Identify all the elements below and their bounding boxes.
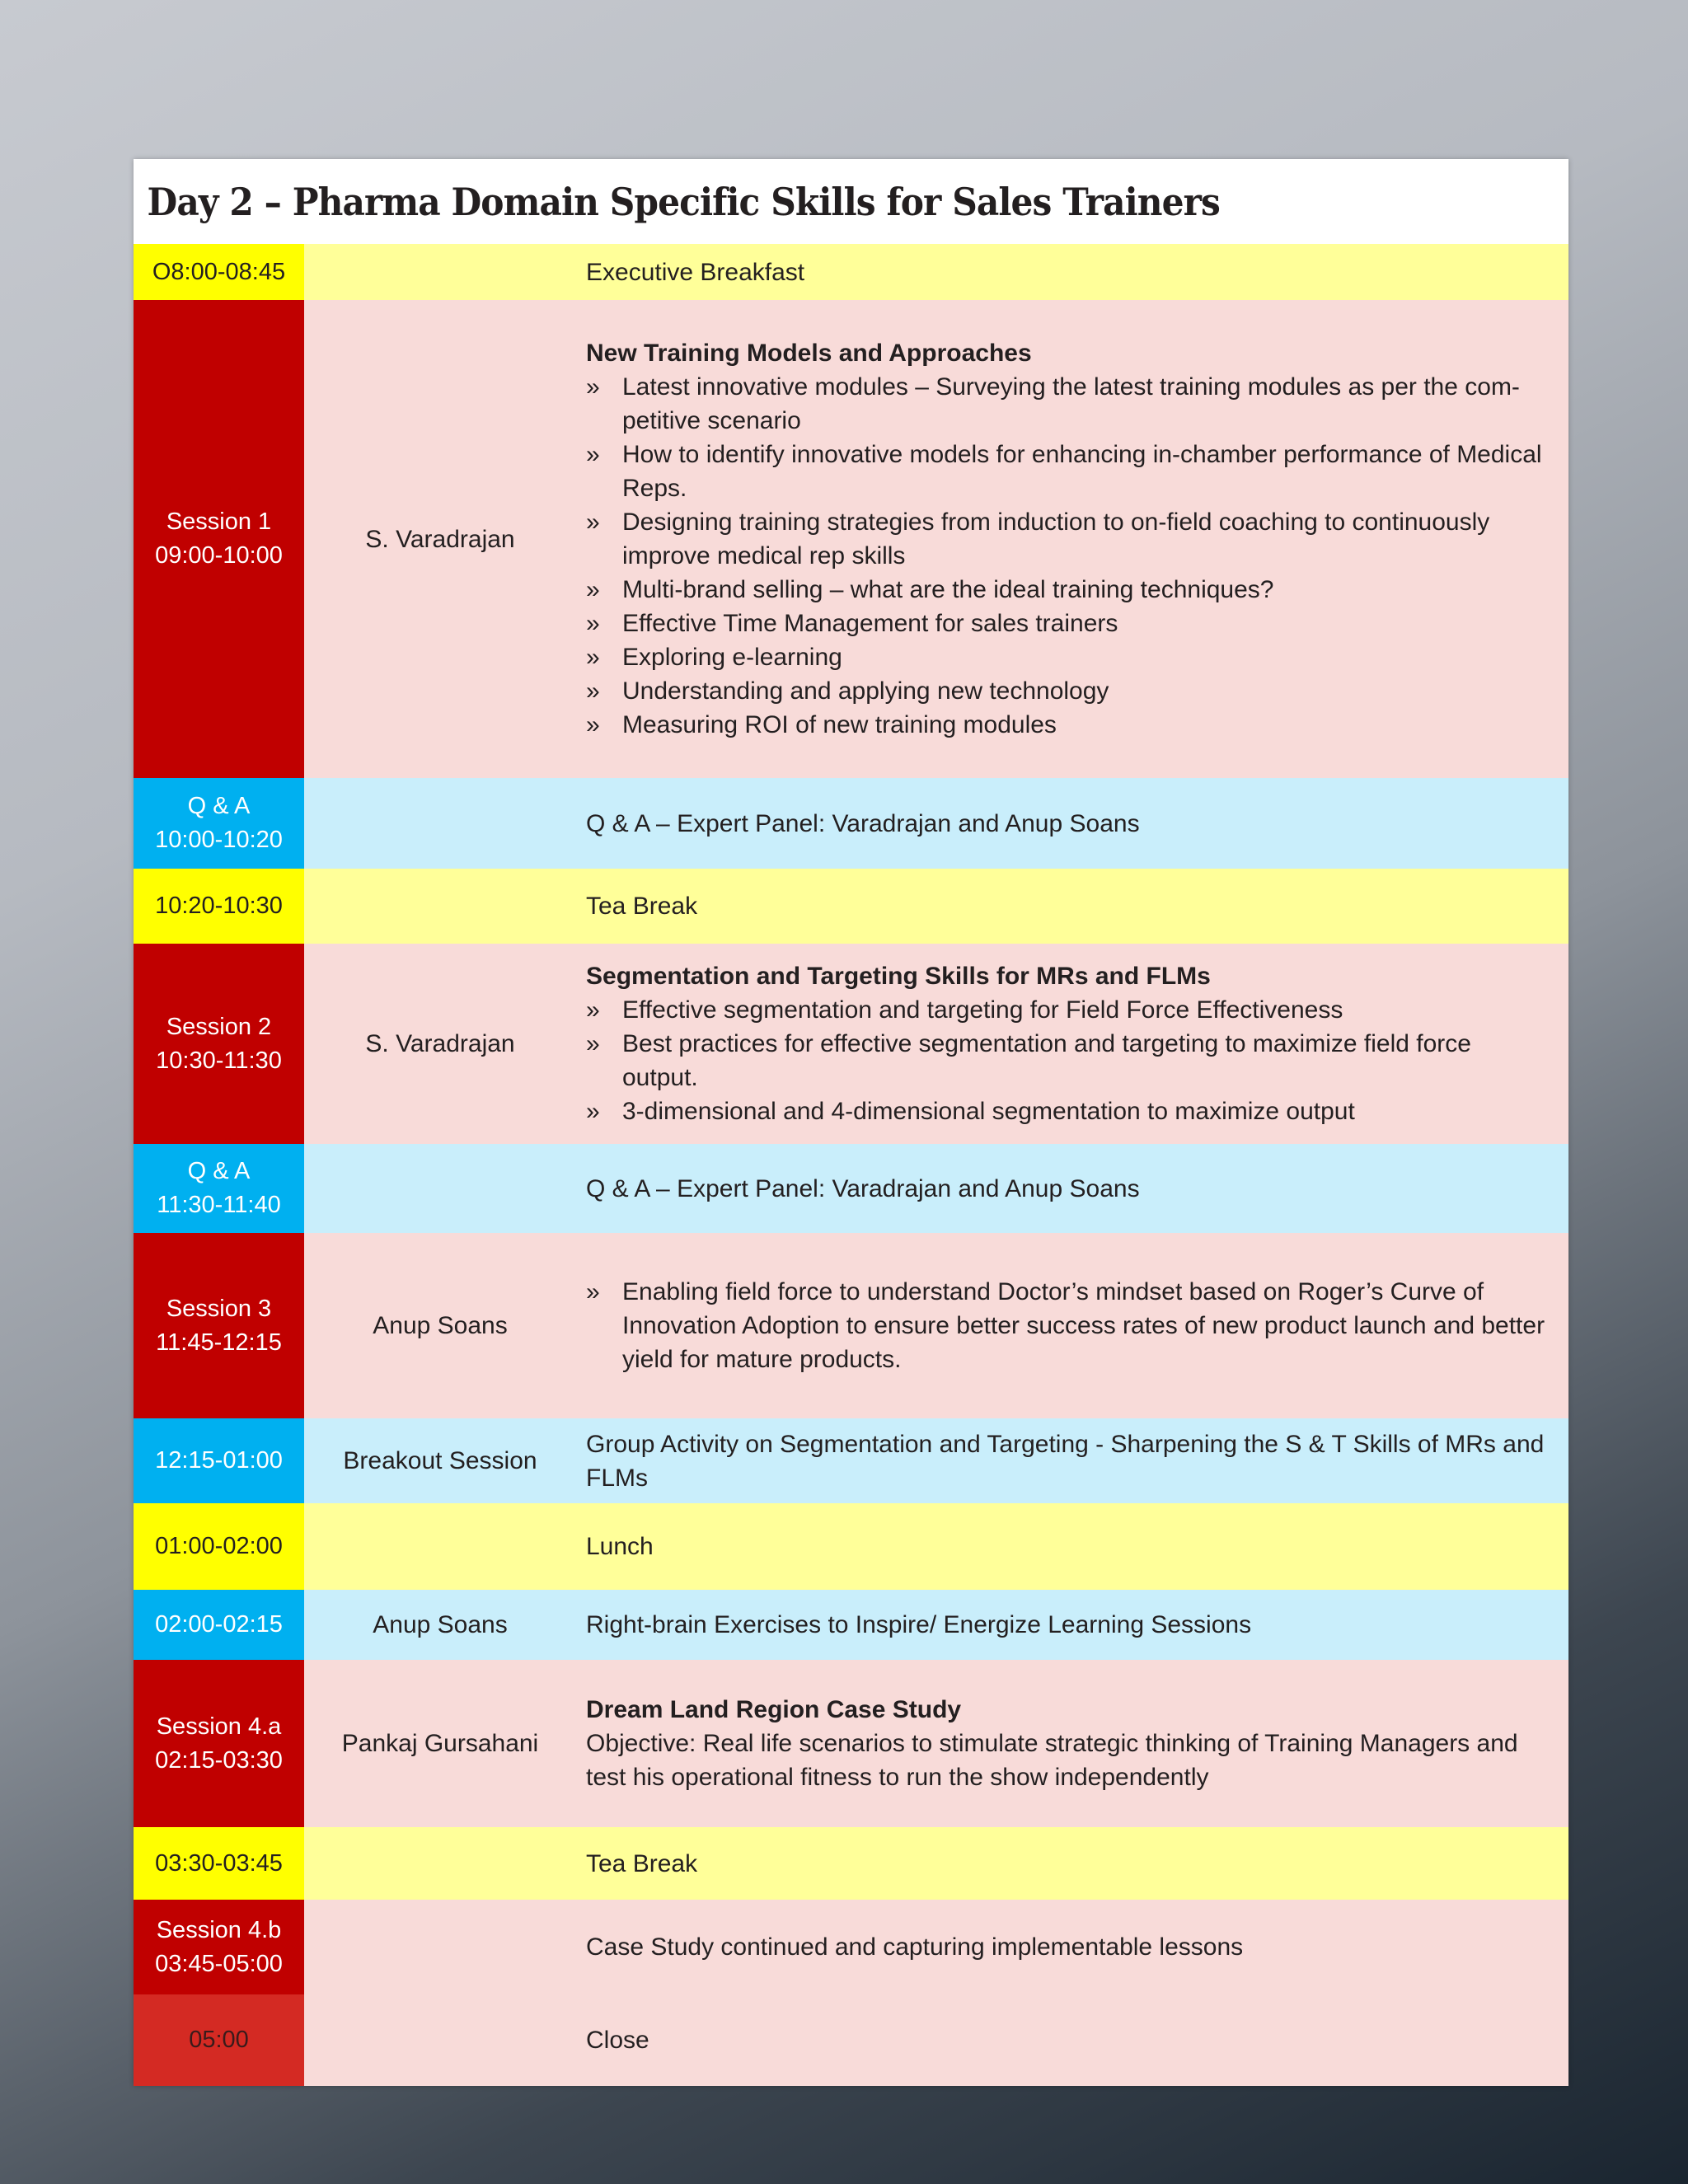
- time-cell: [134, 944, 304, 1144]
- bullet-marker: »: [586, 373, 600, 401]
- time-cell: [134, 778, 304, 869]
- time-line-1: 01:00-02:00: [155, 1533, 283, 1559]
- speaker-cell: [304, 244, 576, 300]
- time-cell: [134, 1900, 304, 1994]
- topic-cell: [576, 869, 1568, 944]
- topic-cell: [576, 300, 1568, 778]
- time-cell: [134, 1144, 304, 1233]
- agenda-row: [134, 1994, 1568, 2086]
- bullet-text: Enabling field force to understand Doctor’s mindset based on Roger’s Curve of Innovation Adoption to ensure better success rates of new product launch and better yield for mature products.: [622, 1278, 1545, 1373]
- time-cell: [134, 1827, 304, 1900]
- time-line-1: Session 4.b: [156, 1916, 282, 1943]
- bullet-item: [586, 1094, 1550, 1128]
- topic-cell: [576, 1590, 1568, 1660]
- bullet-marker: »: [586, 1098, 600, 1125]
- speaker-name: Anup Soans: [373, 1312, 508, 1339]
- topic-heading: New Training Models and Approaches: [586, 340, 1032, 367]
- topic-cell: [576, 1233, 1568, 1418]
- time-line-2: 09:00-10:00: [155, 542, 283, 569]
- agenda-table: [134, 244, 1568, 2086]
- time-line-1: Session 1: [166, 509, 272, 535]
- time-line-1: Session 4.a: [156, 1713, 282, 1740]
- bullet-marker: »: [586, 711, 600, 738]
- agenda-row: [134, 1590, 1568, 1660]
- time-line-2: 10:00-10:20: [155, 827, 283, 853]
- bullet-text: 3-dimensional and 4-dimensional segmentation to maximize output: [622, 1098, 1355, 1125]
- agenda-row: [134, 1900, 1568, 1994]
- time-line-1: O8:00-08:45: [152, 258, 286, 285]
- agenda-sheet: [134, 159, 1568, 2086]
- bullet-item: [586, 708, 1550, 742]
- topic-cell: [576, 244, 1568, 300]
- agenda-row: [134, 1503, 1568, 1590]
- topic-heading: Dream Land Region Case Study: [586, 1696, 962, 1723]
- agenda-row: [134, 244, 1568, 300]
- bullet-text: How to identify innovative models for enhancing in-chamber performance of Medical Reps.: [622, 441, 1542, 502]
- agenda-row: [134, 1827, 1568, 1900]
- bullet-item: [586, 640, 1550, 674]
- time-line-1: 10:20-10:30: [155, 893, 283, 919]
- bullet-marker: »: [586, 677, 600, 705]
- topic-text: Close: [586, 2027, 649, 2054]
- time-line-1: Q & A: [187, 1158, 251, 1184]
- topic-cell: [576, 1900, 1568, 1994]
- topic-cell: [576, 1503, 1568, 1590]
- bullet-text: Multi-brand selling – what are the ideal training techniques?: [622, 576, 1274, 603]
- bullet-item: [586, 1275, 1550, 1376]
- bullet-item: [586, 573, 1550, 607]
- agenda-row: [134, 1233, 1568, 1418]
- bullet-list: [586, 1275, 1550, 1376]
- time-line-1: Session 3: [166, 1295, 272, 1322]
- time-line-2: 03:45-05:00: [155, 1950, 283, 1977]
- time-cell: [134, 869, 304, 944]
- time-cell: [134, 1994, 304, 2086]
- speaker-cell: [304, 1144, 576, 1233]
- bullet-marker: »: [586, 644, 600, 671]
- speaker-cell: [304, 1994, 576, 2086]
- agenda-row: [134, 1144, 1568, 1233]
- time-cell: [134, 1418, 304, 1503]
- bullet-text: Understanding and applying new technology: [622, 677, 1109, 705]
- topic-text: Q & A – Expert Panel: Varadrajan and Anup Soans: [586, 809, 1140, 837]
- bullet-item: [586, 370, 1550, 438]
- time-line-1: Session 2: [166, 1013, 272, 1040]
- page-title: Day 2 – Pharma Domain Specific Skills for Sales Trainers: [147, 179, 1220, 224]
- speaker-cell: [304, 1590, 576, 1660]
- bullet-text: Best practices for effective segmentation and targeting to maximize field force output.: [622, 1030, 1471, 1091]
- speaker-cell: [304, 778, 576, 869]
- bullet-item: [586, 993, 1550, 1027]
- topic-cell: [576, 1994, 1568, 2086]
- speaker-cell: [304, 1660, 576, 1827]
- time-line-2: 11:30-11:40: [157, 1192, 281, 1218]
- bullet-item: [586, 607, 1550, 640]
- speaker-cell: [304, 1418, 576, 1503]
- time-line-1: 12:15-01:00: [155, 1447, 283, 1474]
- speaker-name: S. Varadrajan: [365, 525, 515, 553]
- bullet-text: Effective Time Management for sales trainers: [622, 610, 1118, 637]
- bullet-marker: »: [586, 441, 600, 468]
- topic-text: Objective: Real life scenarios to stimulate strategic thinking of Training Managers and test his operational fitness to run the show independently: [586, 1730, 1518, 1791]
- bullet-text: Designing training strategies from induction to on-field coaching to continuously improve medical rep skills: [622, 509, 1490, 569]
- bullet-text: Latest innovative modules – Surveying the latest training modules as per the com-petitive scenario: [622, 373, 1520, 434]
- topic-heading: Segmentation and Targeting Skills for MRs and FLMs: [586, 963, 1211, 990]
- topic-cell: [576, 1144, 1568, 1233]
- topic-cell: [576, 778, 1568, 869]
- bullet-marker: »: [586, 576, 600, 603]
- bullet-list: [586, 993, 1550, 1128]
- time-cell: [134, 300, 304, 778]
- time-line-1: 03:30-03:45: [155, 1849, 283, 1877]
- bullet-marker: »: [586, 996, 600, 1024]
- speaker-cell: [304, 1233, 576, 1418]
- bullet-marker: »: [586, 1030, 600, 1057]
- speaker-name: Pankaj Gursahani: [341, 1730, 539, 1757]
- bullet-item: [586, 438, 1550, 505]
- bullet-item: [586, 1027, 1550, 1094]
- bullet-text: Measuring ROI of new training modules: [622, 711, 1057, 738]
- bullet-marker: »: [586, 1278, 600, 1305]
- agenda-row: [134, 1660, 1568, 1827]
- speaker-cell: [304, 1827, 576, 1900]
- bullet-text: Effective segmentation and targeting for Field Force Effectiveness: [622, 996, 1343, 1024]
- time-line-2: 02:15-03:30: [155, 1746, 283, 1774]
- topic-text: Tea Break: [586, 1849, 698, 1877]
- topic-text: Executive Breakfast: [586, 258, 805, 286]
- agenda-row: [134, 778, 1568, 869]
- speaker-cell: [304, 300, 576, 778]
- speaker-name: S. Varadrajan: [365, 1030, 515, 1057]
- speaker-cell: [304, 869, 576, 944]
- topic-text: Lunch: [586, 1533, 654, 1560]
- speaker-name: Anup Soans: [373, 1611, 508, 1638]
- time-line-2: 10:30-11:30: [156, 1047, 282, 1074]
- bullet-item: [586, 674, 1550, 708]
- time-cell: [134, 1503, 304, 1590]
- speaker-name: Breakout Session: [343, 1447, 537, 1474]
- bullet-text: Exploring e-learning: [622, 644, 842, 671]
- time-line-1: 02:00-02:15: [155, 1611, 283, 1638]
- topic-cell: [576, 1660, 1568, 1827]
- time-cell: [134, 1590, 304, 1660]
- topic-text: Q & A – Expert Panel: Varadrajan and Anup Soans: [586, 1174, 1140, 1202]
- time-cell: [134, 244, 304, 300]
- speaker-cell: [304, 944, 576, 1144]
- time-cell: [134, 1660, 304, 1827]
- bullet-item: [586, 505, 1550, 573]
- agenda-row: [134, 869, 1568, 944]
- topic-text: Case Study continued and capturing implementable lessons: [586, 1933, 1244, 1961]
- topic-text: Right-brain Exercises to Inspire/ Energize Learning Sessions: [586, 1611, 1252, 1638]
- topic-cell: [576, 944, 1568, 1144]
- speaker-cell: [304, 1503, 576, 1590]
- bullet-marker: »: [586, 509, 600, 536]
- topic-cell: [576, 1827, 1568, 1900]
- speaker-cell: [304, 1900, 576, 1994]
- agenda-row: [134, 1418, 1568, 1503]
- time-line-1: 05:00: [189, 2027, 249, 2053]
- topic-cell: [576, 1418, 1568, 1503]
- topic-text: Tea Break: [586, 893, 698, 920]
- agenda-row: [134, 944, 1568, 1144]
- bullet-list: [586, 370, 1550, 742]
- topic-text: Group Activity on Segmentation and Targeting - Sharpening the S & T Skills of MRs and FLMs: [586, 1430, 1545, 1492]
- bullet-marker: »: [586, 610, 600, 637]
- agenda-row: [134, 300, 1568, 778]
- time-line-2: 11:45-12:15: [156, 1329, 282, 1356]
- time-cell: [134, 1233, 304, 1418]
- time-line-1: Q & A: [187, 793, 251, 819]
